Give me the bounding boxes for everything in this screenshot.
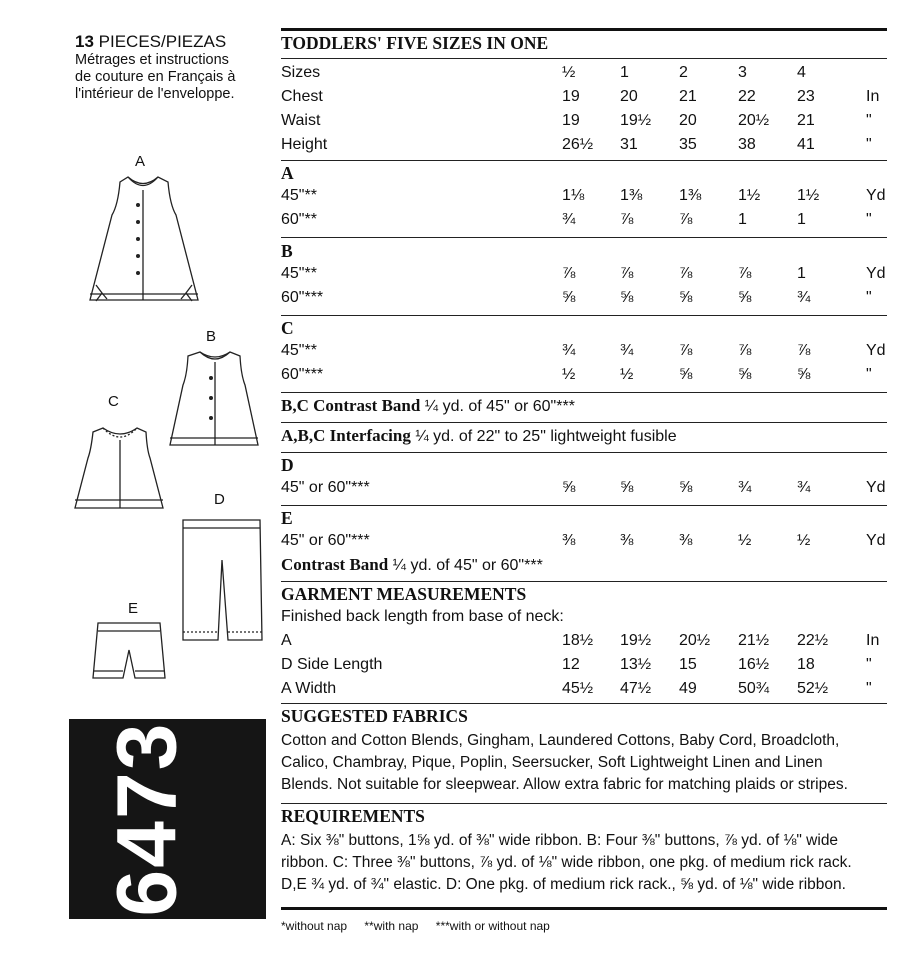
fabrics-line: Calico, Chambray, Pique, Poplin, Seersucker, Soft Lightweight Linen and Linen	[281, 754, 823, 771]
view-a-value: ¾	[562, 211, 576, 228]
view-a-row	[281, 211, 887, 233]
view-letter-b: B	[206, 328, 217, 345]
garment-value: 12	[562, 656, 580, 673]
garment-row	[281, 632, 887, 654]
garment-value: 18	[797, 656, 815, 673]
garment-value: 21½	[738, 632, 770, 649]
fabrics-line: Cotton and Cotton Blends, Gingham, Laundered Cottons, Baby Cord, Broadcloth,	[281, 732, 840, 749]
view-letter-d: D	[214, 491, 225, 508]
rule	[281, 803, 887, 804]
garment-value: 52½	[797, 680, 829, 697]
view-b-value: 1	[797, 265, 806, 282]
view-b-value: ¾	[797, 289, 811, 306]
view-a-value: 1⅛	[562, 187, 585, 204]
contrast-band-e-text: ¼ yd. of 45" or 60"***	[392, 557, 543, 574]
size-value: 31	[620, 136, 638, 153]
size-value: 35	[679, 136, 697, 153]
view-a-value: 1½	[738, 187, 761, 204]
garment-unit: "	[866, 656, 872, 673]
size-value: ½	[562, 64, 576, 81]
rule	[281, 907, 887, 910]
view-b-label: 45"**	[281, 265, 317, 282]
garment-label: A	[281, 632, 292, 649]
view-e-row	[281, 532, 887, 554]
contrast-band-bc-text: ¼ yd. of 45" or 60"***	[424, 398, 575, 415]
size-value: 19	[562, 88, 580, 105]
size-unit: "	[866, 136, 872, 153]
view-a-row	[281, 187, 887, 209]
view-d-label: 45" or 60"***	[281, 479, 370, 496]
contrast-band-bc	[281, 396, 887, 418]
french-line: Métrages et instructions	[75, 52, 229, 68]
interfacing-text: ¼ yd. of 22" to 25" lightweight fusible	[415, 428, 677, 445]
view-c-unit: "	[866, 366, 872, 383]
view-b-row	[281, 265, 887, 287]
garment-unit: "	[866, 680, 872, 697]
rule	[281, 422, 887, 423]
requirements-text	[281, 830, 887, 896]
view-a-value: ⅞	[679, 211, 693, 228]
size-value: 41	[797, 136, 815, 153]
view-d-value: ¾	[797, 479, 811, 496]
view-c-unit: Yd	[866, 342, 886, 359]
size-value: 1	[620, 64, 629, 81]
contrast-band-e-label: Contrast Band	[281, 555, 389, 574]
footnote: **with nap	[364, 919, 419, 933]
garment-value: 47½	[620, 680, 652, 697]
view-b-value: ⅝	[679, 289, 693, 306]
view-b-value: ⅝	[738, 289, 752, 306]
size-value: 26½	[562, 136, 594, 153]
top-b-illustration	[170, 352, 258, 445]
interfacing-label: A,B,C Interfacing	[281, 426, 411, 445]
view-c-label: 45"**	[281, 342, 317, 359]
garment-value: 49	[679, 680, 697, 697]
rule	[281, 452, 887, 453]
view-e-label: 45" or 60"***	[281, 532, 370, 549]
fabrics-line: Blends. Not suitable for sleepwear. Allow extra fabric for matching plaids or stripes.	[281, 776, 848, 793]
garment-row	[281, 680, 887, 702]
garment-value: 15	[679, 656, 697, 673]
top-c-illustration	[75, 428, 163, 508]
view-letter-a: A	[135, 153, 146, 170]
garment-label: D Side Length	[281, 656, 383, 673]
size-row	[281, 136, 887, 158]
view-a-label: 45"**	[281, 187, 317, 204]
rule	[281, 505, 887, 506]
size-value: 38	[738, 136, 756, 153]
view-b-unit: "	[866, 289, 872, 306]
view-e-value: ⅜	[620, 532, 634, 549]
garment-value: 20½	[679, 632, 711, 649]
size-value: 20½	[738, 112, 770, 129]
requirements-line: ribbon. C: Three ⅜" buttons, ⅞ yd. of ⅛" wide ribbon, one pkg. of medium rick rack.	[281, 854, 852, 871]
view-c-value: ⅝	[679, 366, 693, 383]
size-label: Sizes	[281, 64, 321, 81]
view-d-value: ¾	[738, 479, 752, 496]
view-e-value: ½	[738, 532, 752, 549]
size-label: Waist	[281, 112, 321, 129]
footnotes	[281, 919, 564, 933]
garment-label: A Width	[281, 680, 337, 697]
footnote: ***with or without nap	[435, 919, 550, 933]
rule	[281, 581, 887, 582]
view-b-value: ⅞	[679, 265, 693, 282]
pants-d-illustration	[183, 520, 262, 640]
view-c-value: ⅝	[797, 366, 811, 383]
view-c-letter: C	[281, 318, 294, 338]
view-a-value: 1⅜	[679, 187, 702, 204]
size-value: 22	[738, 88, 756, 105]
view-a-value: 1	[738, 211, 747, 228]
pieces-label: PIECES/PIEZAS	[98, 32, 227, 51]
garment-illustrations	[0, 0, 270, 720]
size-label: Height	[281, 136, 328, 153]
view-c-value: ⅞	[797, 342, 811, 359]
view-b-value: ⅞	[738, 265, 752, 282]
garment-value: 22½	[797, 632, 829, 649]
interfacing	[281, 426, 887, 448]
fabrics-heading: SUGGESTED FABRICS	[281, 706, 468, 726]
view-c-value: ¾	[620, 342, 634, 359]
pieces-number: 13	[75, 32, 94, 51]
contrast-band-bc-label: B,C Contrast Band	[281, 396, 421, 415]
view-b-row	[281, 289, 887, 311]
french-line: l'intérieur de l'enveloppe.	[75, 86, 235, 102]
view-a-value: 1⅜	[620, 187, 643, 204]
size-value: 21	[679, 88, 697, 105]
footnote: *without nap	[281, 919, 348, 933]
fabrics-text	[281, 730, 887, 796]
view-a-value: 1½	[797, 187, 820, 204]
requirements-line: D,E ¾ yd. of ¾" elastic. D: One pkg. of medium rick rack., ⅝ yd. of ⅛" wide ribbon.	[281, 876, 846, 893]
size-value: 20	[679, 112, 697, 129]
garment-subheading-row	[281, 608, 887, 630]
rule	[281, 237, 887, 238]
french-line: de couture en Français à	[75, 69, 236, 85]
requirements-line: A: Six ⅜" buttons, 1⅝ yd. of ⅜" wide ribbon. B: Four ⅜" buttons, ⅞ yd. of ⅛" wide	[281, 832, 839, 849]
view-a-label: 60"**	[281, 211, 317, 228]
garment-row	[281, 656, 887, 678]
view-c-label: 60"***	[281, 366, 324, 383]
size-value: 2	[679, 64, 688, 81]
garment-value: 50¾	[738, 680, 770, 697]
garment-value: 18½	[562, 632, 594, 649]
view-e-value: ⅜	[562, 532, 576, 549]
view-c-value: ⅞	[738, 342, 752, 359]
size-value: 23	[797, 88, 815, 105]
garment-unit: In	[866, 632, 880, 649]
size-value: 20	[620, 88, 638, 105]
view-b-value: ⅞	[562, 265, 576, 282]
view-letter-e: E	[128, 600, 139, 617]
garment-value: 19½	[620, 632, 652, 649]
rule	[281, 58, 887, 59]
view-b-value: ⅝	[562, 289, 576, 306]
view-a-unit: "	[866, 211, 872, 228]
pattern-number-block	[69, 719, 266, 919]
view-d-value: ⅝	[620, 479, 634, 496]
view-c-value: ⅞	[679, 342, 693, 359]
view-b-label: 60"***	[281, 289, 324, 306]
size-value: 3	[738, 64, 747, 81]
view-e-letter: E	[281, 508, 293, 528]
rule	[281, 28, 887, 31]
view-d-letter: D	[281, 455, 294, 475]
size-value: 4	[797, 64, 806, 81]
view-a-letter: A	[281, 163, 294, 183]
rule	[281, 315, 887, 316]
view-e-value: ⅜	[679, 532, 693, 549]
size-unit: In	[866, 88, 880, 105]
view-b-value: ⅞	[620, 265, 634, 282]
view-letter-c: C	[108, 393, 119, 410]
view-c-value: ¾	[562, 342, 576, 359]
view-c-row	[281, 366, 887, 388]
garment-value: 45½	[562, 680, 594, 697]
view-e-value: ½	[797, 532, 811, 549]
rule	[281, 703, 887, 704]
view-c-value: ⅝	[738, 366, 752, 383]
view-d-row	[281, 479, 887, 501]
size-row	[281, 64, 887, 86]
view-a-value: ⅞	[620, 211, 634, 228]
view-d-value: ⅝	[679, 479, 693, 496]
contrast-band-e	[281, 555, 887, 577]
view-b-value: ⅝	[620, 289, 634, 306]
pattern-number: 6473	[99, 721, 194, 917]
garment-value: 13½	[620, 656, 652, 673]
size-row	[281, 112, 887, 134]
size-unit: "	[866, 112, 872, 129]
view-c-row	[281, 342, 887, 364]
garment-subheading: Finished back length from base of neck:	[281, 608, 564, 625]
size-label: Chest	[281, 88, 323, 105]
garment-value: 16½	[738, 656, 770, 673]
view-b-unit: Yd	[866, 265, 886, 282]
size-value: 21	[797, 112, 815, 129]
size-value: 19½	[620, 112, 652, 129]
dress-a-illustration	[90, 177, 198, 301]
shorts-e-illustration	[93, 623, 165, 678]
view-a-value: 1	[797, 211, 806, 228]
view-d-unit: Yd	[866, 479, 886, 496]
size-value: 19	[562, 112, 580, 129]
requirements-heading: REQUIREMENTS	[281, 806, 425, 826]
view-a-unit: Yd	[866, 187, 886, 204]
view-b-letter: B	[281, 241, 293, 261]
chart-title: TODDLERS' FIVE SIZES IN ONE	[281, 33, 549, 53]
size-row	[281, 88, 887, 110]
view-e-unit: Yd	[866, 532, 886, 549]
view-c-value: ½	[620, 366, 634, 383]
rule	[281, 392, 887, 393]
view-c-value: ½	[562, 366, 576, 383]
view-d-value: ⅝	[562, 479, 576, 496]
garment-heading: GARMENT MEASUREMENTS	[281, 584, 527, 604]
rule	[281, 160, 887, 161]
